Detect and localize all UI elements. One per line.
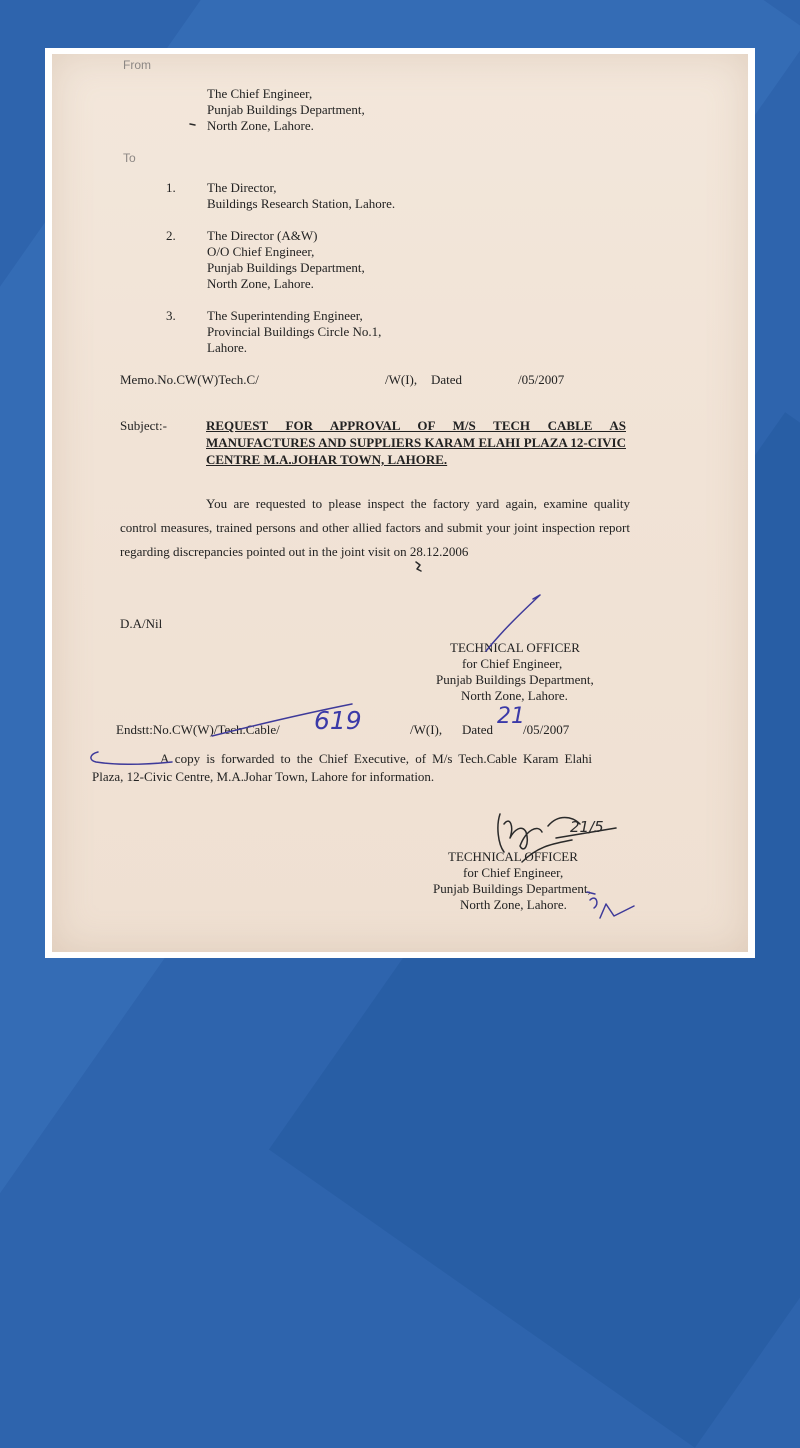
memo-suffix: /W(I),	[385, 372, 418, 387]
recipient-line: The Director,	[207, 180, 277, 195]
subject-text: REQUEST FOR APPROVAL OF M/S TECH CABLE AS MANUFACTURES AND SUPPLIERS KARAM ELAHI PLAZA 12-CIVIC CENTRE M.A.JOHAR TOWN, LAHORE.	[206, 418, 626, 467]
pen-stroke	[486, 595, 540, 651]
signature-line: Punjab Buildings Department,	[433, 881, 591, 896]
recipient-line: North Zone, Lahore.	[207, 276, 314, 291]
from-line: Punjab Buildings Department,	[207, 102, 365, 117]
endstt-date: /05/2007	[523, 722, 570, 737]
recipient-line: O/O Chief Engineer,	[207, 244, 315, 259]
handwritten-day: 21	[497, 704, 525, 729]
recipient-line: The Superintending Engineer,	[207, 308, 363, 323]
from-line: The Chief Engineer,	[207, 86, 313, 101]
to-label: To	[123, 151, 136, 165]
signature-date: 21/5	[570, 818, 604, 836]
da-nil: D.A/Nil	[120, 616, 163, 631]
signature-scribble	[498, 814, 616, 852]
handwritten-number: 619	[314, 706, 362, 735]
recipient-line: Lahore.	[207, 340, 248, 355]
memo-number: Memo.No.CW(W)Tech.C/	[120, 372, 259, 387]
initials-scribble	[587, 892, 634, 918]
from-line: North Zone, Lahore.	[207, 118, 314, 133]
tick-mark	[190, 124, 195, 125]
signature-line: for Chief Engineer,	[462, 656, 563, 671]
subject-label: Subject:-	[120, 418, 167, 433]
recipient-line: Buildings Research Station, Lahore.	[207, 196, 396, 211]
recipient-number: 1.	[166, 180, 176, 195]
smudge	[416, 562, 421, 571]
recipient-number: 3.	[166, 308, 176, 323]
recipient-line: Provincial Buildings Circle No.1,	[207, 324, 382, 339]
signature-title: TECHNICAL OFFICER	[450, 640, 580, 655]
ink-marks	[52, 54, 748, 952]
recipient-line: Punjab Buildings Department,	[207, 260, 365, 275]
memo-dated-label: Dated	[431, 372, 463, 387]
recipient-number: 2.	[166, 228, 176, 243]
body-paragraph: You are requested to please inspect the factory yard again, examine quality control measures, trained persons and other allied factors and submit your joint inspection report regarding discrepancies pointed out in the joint visit on 28.12.2006	[120, 496, 630, 559]
from-label: From	[123, 58, 151, 72]
recipient-line: The Director (A&W)	[207, 228, 318, 243]
signature-title: TECHNICAL OFFICER	[448, 849, 578, 864]
pen-stroke	[212, 704, 352, 736]
endstt-suffix: /W(I),	[410, 722, 443, 737]
memo-date: /05/2007	[518, 372, 565, 387]
signature-scribble	[522, 840, 572, 862]
copy-forward-text: A copy is forwarded to the Chief Executive, of M/s Tech.Cable Karam Elahi Plaza, 12-Civic Centre, M.A.Johar Town, Lahore for information.	[92, 751, 592, 784]
memo-document	[52, 54, 748, 952]
signature-line: North Zone, Lahore.	[460, 897, 567, 912]
endstt-number: Endstt:No.CW(W)/Tech.Cable/	[116, 722, 280, 737]
pen-stroke	[91, 752, 172, 764]
signature-line: Punjab Buildings Department,	[436, 672, 594, 687]
signature-line: for Chief Engineer,	[463, 865, 564, 880]
endstt-dated-label: Dated	[462, 722, 494, 737]
signature-line: North Zone, Lahore.	[461, 688, 568, 703]
